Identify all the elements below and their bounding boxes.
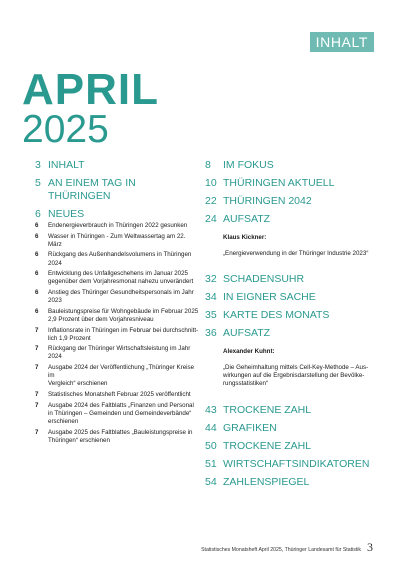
- news-title: Ausgabe 2024 der Veröffentlichung „Thüringer Kreise im Vergleich“ erschienen: [48, 364, 195, 388]
- toc-title: THÜRINGEN AKTUELL: [223, 177, 335, 189]
- toc-entry-im-fokus[interactable]: [205, 159, 375, 172]
- toc-page-number: 24: [205, 213, 217, 225]
- toc-title: WIRTSCHAFTSINDIKATOREN: [223, 458, 370, 470]
- author-name: Alexander Kuhnt:: [223, 348, 275, 355]
- toc-title: TROCKENE ZAHL: [223, 440, 312, 452]
- news-item[interactable]: [35, 327, 200, 343]
- news-title: Entwicklung des Unfallgeschehens im Januar 2025 gegenüber dem Vorjahresmonat nahezu unverändert: [48, 270, 194, 286]
- news-item[interactable]: [35, 391, 200, 399]
- toc-title: TROCKENE ZAHL: [223, 404, 312, 416]
- news-title: Endenergieverbrauch in Thüringen 2022 gesunken: [48, 222, 188, 229]
- news-title: Rückgang der Thüringer Wirtschaftsleistung im Jahr 2024: [48, 345, 191, 361]
- news-page-number: 7: [35, 326, 39, 334]
- article-byline[interactable]: [223, 340, 375, 396]
- toc-page-number: 32: [205, 273, 217, 285]
- news-page-number: 6: [35, 251, 39, 259]
- toc-entry-thueringen-aktuell[interactable]: [205, 177, 375, 190]
- toc-entry-aufsatz-1[interactable]: [205, 213, 375, 226]
- toc-entry-karte-des-monats[interactable]: [205, 309, 375, 322]
- toc-title: IN EIGNER SACHE: [223, 291, 316, 303]
- toc-entry-schadensuhr[interactable]: [205, 273, 375, 286]
- toc-page-number: 5: [35, 177, 41, 189]
- toc-page-number: 22: [205, 195, 217, 207]
- news-page-number: 6: [35, 289, 39, 297]
- footer-publication: Statistisches Monatsheft April 2025, Thüringer Landesamt für Statistik: [201, 547, 361, 553]
- news-item[interactable]: [35, 345, 200, 361]
- news-page-number: 6: [35, 232, 39, 240]
- toc-title: THÜRINGEN 2042: [223, 195, 312, 207]
- toc-title: AN EINEM TAG IN THÜRINGEN: [48, 177, 136, 202]
- news-item[interactable]: [35, 251, 200, 267]
- toc-title: AUFSATZ: [223, 327, 271, 339]
- news-page-number: 6: [35, 222, 39, 229]
- news-item[interactable]: [35, 233, 200, 249]
- article-byline[interactable]: [223, 226, 375, 266]
- toc-page-number: 35: [205, 309, 217, 321]
- news-item[interactable]: [35, 270, 200, 286]
- toc-entry-in-eigner-sache[interactable]: [205, 291, 375, 304]
- news-title: Ausgabe 2024 des Faltblatts „Finanzen und Personal in Thüringen – Gemeinden und Gemeindeverbände“ erschienen: [48, 401, 194, 425]
- toc-title: NEUES: [48, 208, 85, 220]
- page-footer: [201, 540, 373, 555]
- issue-year: 2025: [22, 108, 109, 151]
- toc-page-number: 3: [35, 159, 41, 171]
- news-item[interactable]: [35, 222, 200, 230]
- news-page-number: 7: [35, 428, 39, 436]
- toc-entry-an-einem-tag[interactable]: [35, 177, 200, 203]
- page-number: 3: [367, 540, 373, 554]
- toc-page-number: 10: [205, 177, 217, 189]
- news-item[interactable]: [35, 429, 200, 445]
- toc-entry-aufsatz-2[interactable]: [205, 327, 375, 340]
- article-title: „Energieverwendung in der Thüringer Industrie 2023“: [223, 250, 369, 257]
- toc-entry-neues[interactable]: [35, 208, 200, 221]
- news-page-number: 7: [35, 401, 39, 409]
- news-title: Wasser in Thüringen - Zum Weltwassertag am 22. März: [48, 232, 186, 248]
- news-item[interactable]: [35, 364, 200, 388]
- toc-page-number: 44: [205, 422, 217, 434]
- toc-page-number: 50: [205, 440, 217, 452]
- toc-page-number: 51: [205, 458, 217, 470]
- news-item[interactable]: [35, 402, 200, 426]
- news-page-number: 7: [35, 345, 39, 353]
- toc-page-number: 43: [205, 404, 217, 416]
- news-page-number: 6: [35, 270, 39, 278]
- news-title: Inflationsrate in Thüringen im Februar bei durchschnitt- lich 1,9 Prozent: [48, 326, 199, 342]
- toc-page-number: 34: [205, 291, 217, 303]
- toc-title: INHALT: [48, 159, 85, 171]
- toc-entry-zahlenspiegel[interactable]: [205, 476, 375, 489]
- toc-title: GRAFIKEN: [223, 422, 277, 434]
- toc-title: ZAHLENSPIEGEL: [223, 476, 310, 488]
- toc-page-number: 54: [205, 476, 217, 488]
- toc-entry-thueringen-2042[interactable]: [205, 195, 375, 208]
- news-page-number: 7: [35, 391, 39, 399]
- news-title: Anstieg des Thüringer Gesundheitspersonals im Jahr 2023: [48, 289, 194, 305]
- toc-title: SCHADENSUHR: [223, 273, 305, 285]
- toc-title: AUFSATZ: [223, 213, 271, 225]
- issue-month: APRIL: [22, 65, 159, 114]
- toc-left-column: [35, 159, 200, 447]
- news-page-number: 6: [35, 307, 39, 315]
- toc-entry-inhalt[interactable]: [35, 159, 200, 172]
- toc-entry-trockene-zahl-1[interactable]: [205, 404, 375, 417]
- toc-page-number: 6: [35, 208, 41, 220]
- news-title: Rückgang des Außenhandelsvolumens in Thüringen 2024: [48, 251, 192, 267]
- news-title: Statistisches Monatsheft Februar 2025 veröffentlicht: [48, 391, 191, 399]
- toc-entry-grafiken[interactable]: [205, 422, 375, 435]
- toc-page-number: 36: [205, 327, 217, 339]
- section-badge: INHALT: [310, 32, 374, 52]
- news-list: [35, 222, 200, 445]
- news-title: Ausgabe 2025 des Faltblattes „Bauleistungspreise in Thüringen“ erschienen: [48, 428, 193, 444]
- author-name: Klaus Kickner:: [223, 234, 267, 241]
- toc-entry-wirtschaftsindikatoren[interactable]: [205, 458, 375, 471]
- toc-title: KARTE DES MONATS: [223, 309, 330, 321]
- article-title: „Die Geheimhaltung mittels Cell-Key-Methode – Aus- wirkungen auf die Ergebnisdarstellung der Bevölke- rungsstatistiken“: [223, 364, 369, 387]
- toc-title: IM FOKUS: [223, 159, 274, 171]
- toc-right-column: [205, 159, 375, 489]
- toc-entry-trockene-zahl-2[interactable]: [205, 440, 375, 453]
- news-title: Bauleistungspreise für Wohngebäude im Februar 2025 2,9 Prozent über dem Vorjahresniveau: [48, 307, 199, 323]
- toc-page-number: 8: [205, 159, 211, 171]
- news-item[interactable]: [35, 289, 200, 305]
- news-item[interactable]: [35, 308, 200, 324]
- news-page-number: 7: [35, 364, 39, 372]
